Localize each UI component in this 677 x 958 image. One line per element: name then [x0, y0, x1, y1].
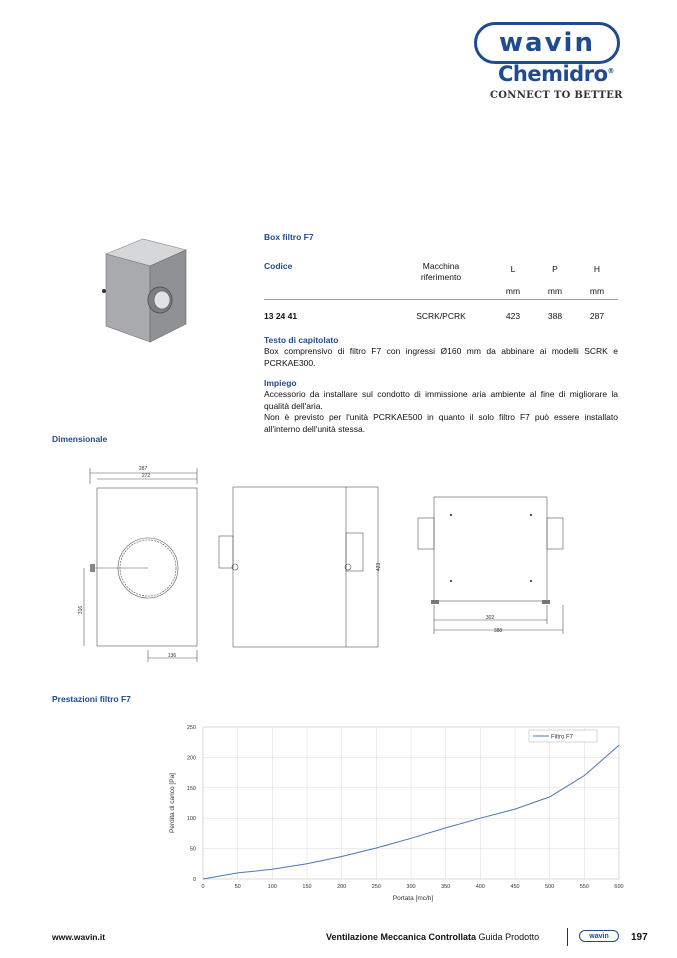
- x-tick-label: 250: [371, 884, 381, 890]
- col-machine: Macchina riferimento: [420, 261, 462, 282]
- dim-272: 272: [141, 473, 151, 479]
- registered-mark: ®: [607, 67, 615, 75]
- unit-l: mm: [505, 286, 521, 296]
- wavin-logo: [474, 22, 620, 64]
- dimensional-title: Dimensionale: [52, 434, 108, 444]
- col-l: L: [510, 264, 516, 274]
- spec-text: Box comprensivo di filtro F7 con ingressi Ø160 mm da abbinare ai modelli SCRK e PCRKAE300.: [264, 346, 618, 368]
- y-tick-label: 250: [186, 725, 196, 731]
- page-number: 197: [631, 932, 648, 943]
- row-code: 13 24 41: [264, 311, 298, 321]
- dim-287: 287: [138, 466, 148, 472]
- dim-316: 316: [78, 605, 84, 615]
- footer-logo-text: wavin: [589, 932, 609, 940]
- product-title: Box filtro F7: [264, 232, 314, 242]
- y-tick-label: 150: [186, 785, 196, 792]
- dim-136: 136: [167, 653, 177, 659]
- x-tick-label: 500: [545, 884, 555, 890]
- table-divider: [264, 299, 618, 300]
- use-text-2: Non è previsto per l'unità PCRKAE500 in quanto il solo filtro F7 può essere installato all'interno dell'unità stessa.: [264, 412, 618, 434]
- drawing-top: [414, 490, 566, 640]
- chart-grid: [203, 727, 619, 879]
- x-tick-label: 0: [201, 884, 205, 890]
- x-tick-label: 100: [267, 884, 277, 890]
- drawing-side: [214, 480, 384, 650]
- performance-title: Prestazioni filtro F7: [52, 694, 131, 704]
- chemidro-logo: [498, 62, 614, 86]
- unit-p: mm: [547, 286, 563, 296]
- x-tick-label: 300: [406, 884, 416, 890]
- x-tick-label: 400: [475, 884, 485, 890]
- footer-title-bold: Ventilazione Meccanica Controllata: [326, 932, 477, 942]
- footer-title-rest: Guida Prodotto: [476, 932, 540, 942]
- y-axis-label: Perdita di carico [Pa]: [169, 773, 176, 833]
- dim-423: 423: [376, 562, 382, 572]
- x-tick-label: 600: [614, 884, 624, 890]
- legend-label: Filtro F7: [551, 734, 574, 741]
- tagline: CONNECT TO BETTER: [490, 90, 623, 101]
- row-h: 287: [589, 311, 605, 321]
- x-tick-label: 450: [510, 884, 520, 890]
- unit-h: mm: [589, 286, 605, 296]
- row-l: 423: [505, 311, 521, 321]
- use-title: Impiego: [264, 378, 297, 388]
- row-p: 388: [547, 311, 563, 321]
- performance-chart: [165, 718, 635, 904]
- footer-wavin-logo: [579, 930, 619, 942]
- x-tick-label: 350: [441, 884, 451, 890]
- col-p: P: [552, 264, 558, 274]
- y-tick-label: 50: [189, 846, 196, 853]
- footer-url[interactable]: www.wavin.it: [52, 932, 106, 942]
- use-text-1: Accessorio da installare sul condotto di immissione aria ambiente al fine di migliorare la qualità dell'aria.: [264, 389, 618, 411]
- chart-ticks: [187, 725, 624, 890]
- product-image: [98, 234, 193, 346]
- col-h: H: [593, 264, 601, 274]
- y-tick-label: 0: [192, 877, 196, 883]
- row-machine: SCRK/PCRK: [416, 311, 466, 321]
- dim-388: 388: [493, 628, 503, 634]
- x-axis-label: Portata [mc/h]: [392, 895, 434, 902]
- chemidro-text: Chemidro: [498, 62, 608, 86]
- footer-separator: [567, 928, 568, 946]
- drawing-front: [80, 460, 200, 665]
- y-tick-label: 100: [186, 816, 196, 823]
- dim-302: 302: [485, 615, 495, 621]
- y-tick-label: 200: [186, 755, 196, 762]
- x-tick-label: 150: [302, 884, 312, 890]
- col-code: Codice: [264, 261, 293, 271]
- wavin-logo-text: wavin: [499, 28, 595, 58]
- spec-title: Testo di capitolato: [264, 335, 339, 345]
- footer-title: [326, 932, 539, 942]
- x-tick-label: 50: [234, 884, 241, 890]
- x-tick-label: 550: [579, 884, 589, 890]
- x-tick-label: 200: [337, 884, 347, 890]
